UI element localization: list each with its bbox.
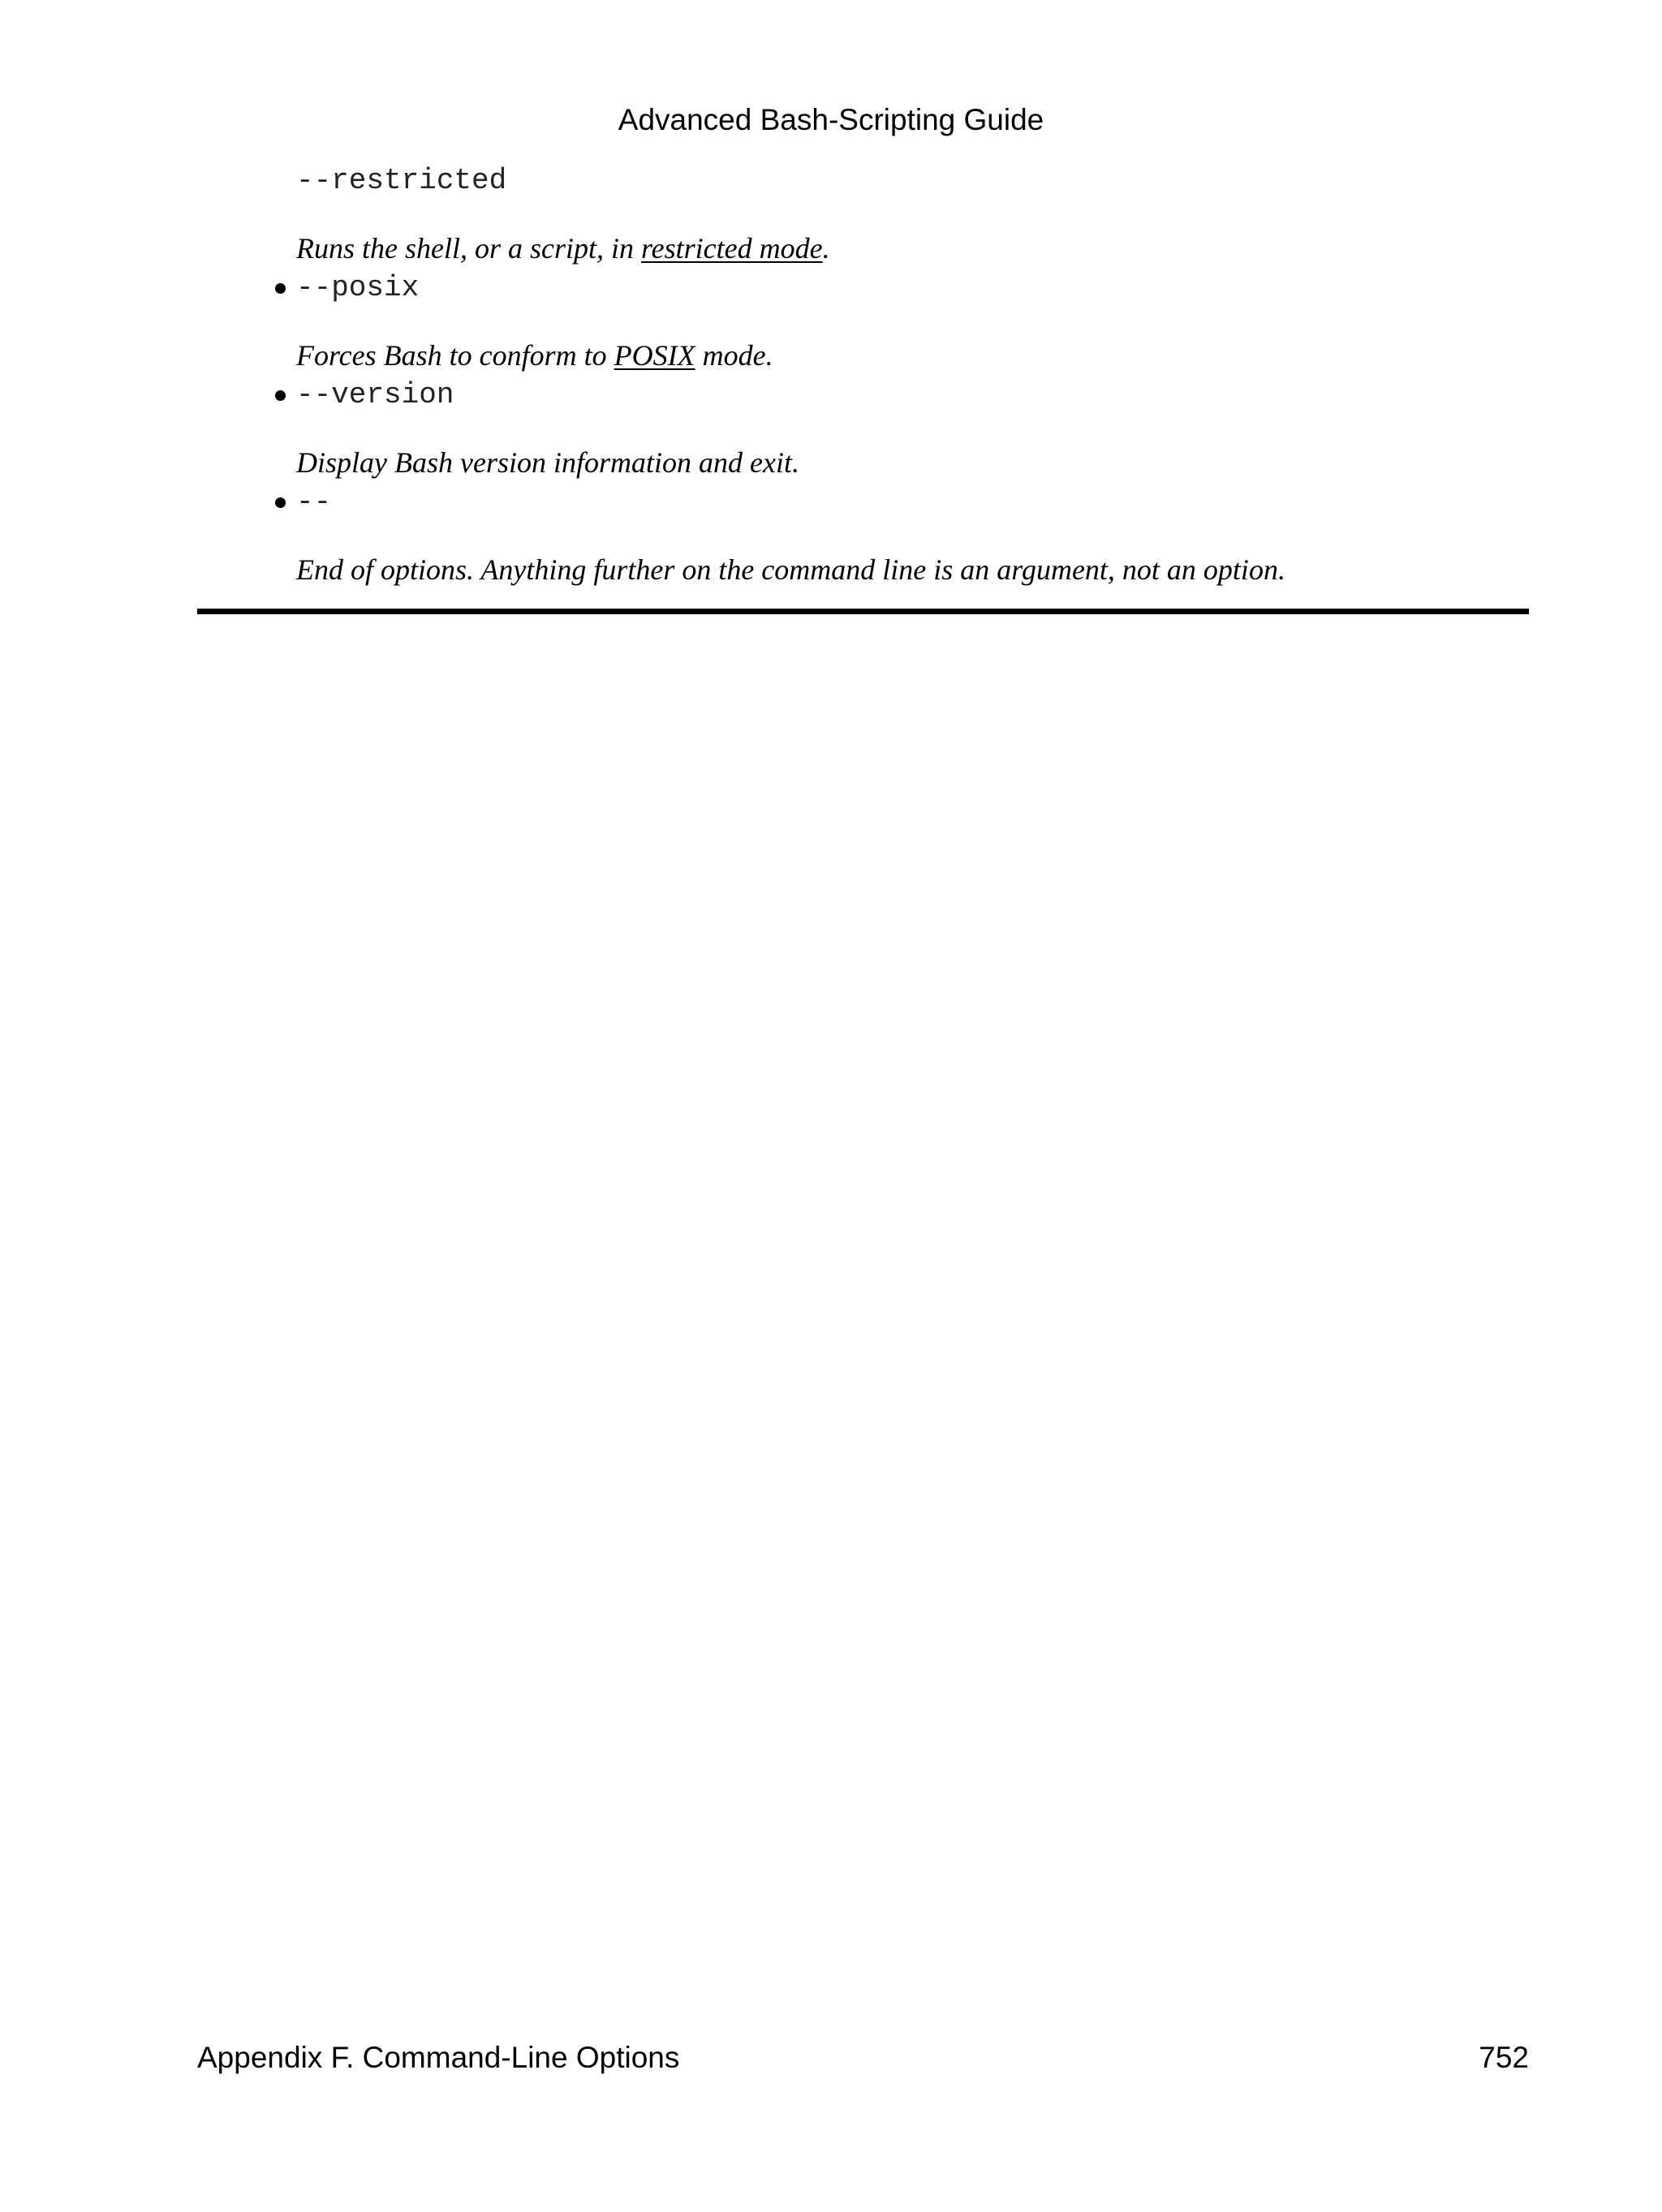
option-name: --posix <box>296 271 420 304</box>
option-item-posix <box>296 266 1530 373</box>
option-description: Runs the shell, or a script, in restricted mode. <box>296 232 830 265</box>
horizontal-rule <box>197 609 1529 614</box>
option-list <box>296 159 1530 587</box>
option-description: End of options. Anything further on the command line is an argument, not an option. <box>296 553 1285 586</box>
option-name: --version <box>296 378 454 411</box>
running-header: Advanced Bash-Scripting Guide <box>618 103 1044 136</box>
option-name: -- <box>296 485 332 519</box>
option-item-restricted <box>296 159 1530 266</box>
footer-section-title: Appendix F. Command-Line Options <box>197 2041 680 2074</box>
option-item-version <box>296 373 1530 480</box>
bullet-icon <box>275 390 286 401</box>
page-number: 752 <box>1479 2041 1529 2074</box>
option-description: Display Bash version information and exit. <box>296 446 799 479</box>
restricted-mode-link[interactable]: restricted mode <box>641 232 823 265</box>
posix-link[interactable]: POSIX <box>614 339 695 372</box>
running-footer <box>197 2035 1529 2081</box>
bullet-icon <box>275 283 286 294</box>
bullet-icon <box>275 497 286 508</box>
option-description: Forces Bash to conform to POSIX mode. <box>296 339 773 372</box>
option-item-end-of-options <box>296 480 1530 587</box>
option-name: --restricted <box>296 164 507 197</box>
